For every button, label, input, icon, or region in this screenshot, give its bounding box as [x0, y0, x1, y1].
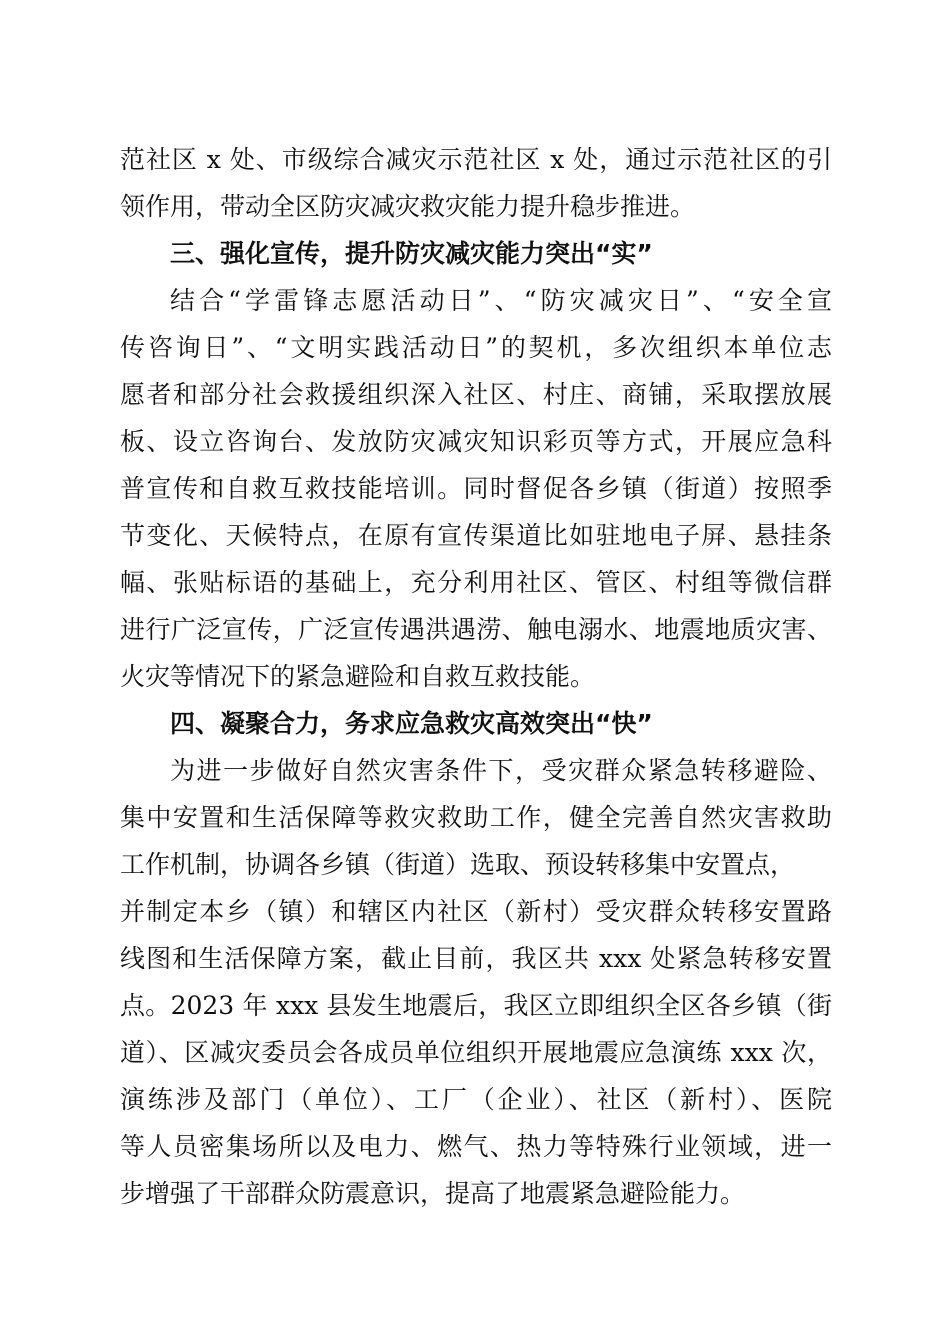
body-line: 工作机制，协调各乡镇（街道）选取、预设转移集中安置点， — [120, 850, 796, 879]
body-line: 并制定本乡（镇）和辖区内社区（新村）受灾群众转移安置路 — [120, 897, 832, 926]
body-line: 步增强了干部群众防震意识，提高了地震紧急避险能力。 — [120, 1179, 746, 1208]
body-line: 节变化、天候特点，在原有宣传渠道比如驻地电子屏、悬挂条 — [120, 521, 832, 550]
body-line: 集中安置和生活保障等救灾救助工作，健全完善自然灾害救助 — [120, 803, 832, 832]
section-heading-3: 三、强化宣传，提升防灾减灾能力突出“实” — [170, 239, 653, 268]
section-heading-4: 四、凝聚合力，务求应急救灾高效突出“快” — [170, 709, 653, 738]
body-line: 线图和生活保障方案，截止目前，我区共 xxx 处紧急转移安置 — [120, 944, 832, 973]
body-line: 等人员密集场所以及电力、燃气、热力等特殊行业领域，进一 — [120, 1132, 832, 1161]
body-line: 愿者和部分社会救援组织深入社区、村庄、商铺，采取摆放展 — [120, 380, 832, 409]
body-line: 演练涉及部门（单位）、工厂（企业）、社区（新村）、医院 — [120, 1085, 832, 1114]
body-line: 火灾等情况下的紧急避险和自救互救技能。 — [120, 662, 596, 691]
body-line: 普宣传和自救互救技能培训。同时督促各乡镇（街道）按照季 — [120, 474, 832, 503]
body-line: 结合“学雷锋志愿活动日”、“防灾减灾日”、“安全宣 — [170, 286, 832, 315]
body-line: 板、设立咨询台、发放防灾减灾知识彩页等方式，开展应急科 — [120, 427, 832, 456]
body-line: 为进一步做好自然灾害条件下，受灾群众紧急转移避险、 — [170, 756, 832, 785]
body-line: 领作用，带动全区防灾减灾救灾能力提升稳步推进。 — [120, 192, 696, 221]
body-line: 传咨询日”、“文明实践活动日”的契机，多次组织本单位志 — [120, 333, 832, 362]
document-body — [120, 136, 832, 1217]
body-line: 范社区 x 处、市级综合减灾示范社区 x 处，通过示范社区的引 — [120, 145, 832, 174]
body-line: 道）、区减灾委员会各成员单位组织开展地震应急演练 xxx 次， — [120, 1038, 832, 1067]
body-line: 点。2023 年 xxx 县发生地震后，我区立即组织全区各乡镇（街 — [120, 991, 832, 1020]
body-line: 进行广泛宣传，广泛宣传遇洪遇涝、触电溺水、地震地质灾害、 — [120, 615, 832, 644]
body-line: 幅、张贴标语的基础上，充分利用社区、管区、村组等微信群 — [120, 568, 832, 597]
